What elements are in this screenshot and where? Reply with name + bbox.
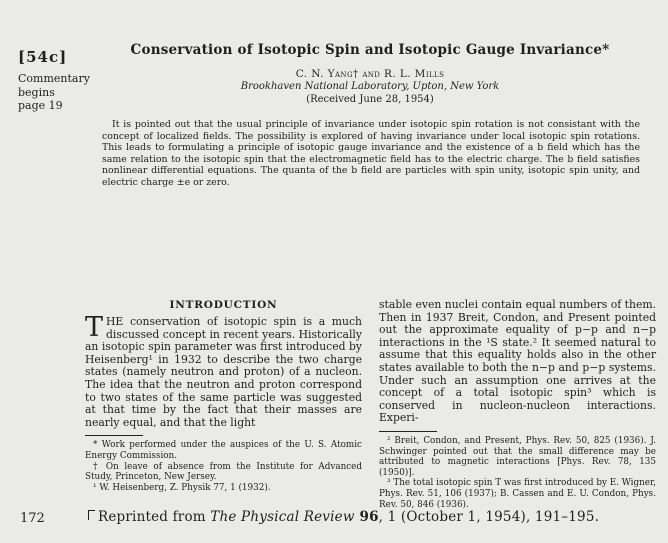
footnote-rule <box>85 435 143 436</box>
commentary-note-line: page 19 <box>18 99 63 112</box>
received-date: (Received June 28, 1954) <box>306 94 434 105</box>
reprint-citation <box>88 509 599 525</box>
footnote: ² Breit, Condon, and Present, Phys. Rev. 50, 825 (1936). J. Schwinger pointed out that the small difference may be attributed to magnetic interactions [Phys. Rev. 78, 135 (1950)]. <box>379 435 656 478</box>
reprint-issue-pages: , 1 (October 1, 1954), 191–195. <box>378 509 600 525</box>
left-column <box>85 299 362 510</box>
right-column-paragraph <box>379 299 656 425</box>
journal-name: The Physical Review <box>210 509 355 525</box>
journal-volume: 96 <box>354 509 379 525</box>
footnote: * Work performed under the auspices of the U. S. Atomic Energy Commission. <box>85 440 362 461</box>
footnote-rule <box>379 431 437 432</box>
footnote: ³ The total isotopic spin T was first introduced by E. Wigner, Phys. Rev. 51, 106 (1937); B. Cassen and E. U. Condon, Phys. Rev. 50, 846 (1936). <box>379 478 656 510</box>
page-number: 172 <box>20 511 45 526</box>
footnotes-right <box>379 436 656 510</box>
paper-item-label: [54c] <box>18 48 68 66</box>
abstract-text: It is pointed out that the usual principle of invariance under isotopic spin rotation is not consistant with the concept of localized fields. The possibility is explored of having invariance under local isotopic spin rotations. This leads to formulating a principle of isotopic gauge invariance and the existence of a b field which has the same relation to the isotopic spin that the electromagnetic field has to the electric charge. The b field satisfies nonlinear differential equations. The quanta of the b field are particles with spin unity, isotopic spin unity, and electric charge ±e or zero. <box>102 119 640 188</box>
reprint-prefix: Reprinted from <box>98 509 211 525</box>
commentary-note-line: Commentary <box>18 72 90 85</box>
right-column-text: stable even nuclei contain equal numbers of them. Then in 1937 Breit, Condon, and Present pointed out the approximate equality of p−p and n−p interactions in the ¹S state.² It seemed natural to assume that this equality holds also in the other states available to both the n−p and p−p systems. Under such an assumption one arrives at the concept of a total isotopic spin³ which is conserved in nucleon-nucleon interactions. Experi- <box>379 298 657 425</box>
footnote: ¹ W. Heisenberg, Z. Physik 77, 1 (1932). <box>93 482 271 493</box>
commentary-note-line: begins <box>18 85 55 99</box>
footnotes-left <box>85 440 362 493</box>
paper-header <box>85 42 655 189</box>
left-column-text: HE conservation of isotopic spin is a much discussed concept in recent years. Historically an isotopic spin parameter was first introduced by Heisenberg¹ in 1932 to describe the two charge states (namely neutron and proton) of a nucleon. The idea that the neutron and proton correspond to two states of the same particle was suggested at that time by the fact that their masses are nearly equal, and that the light <box>85 315 362 429</box>
two-column-body <box>85 299 657 510</box>
paper-authors: C. N. Yang† and R. L. Mills <box>295 68 445 80</box>
paper-abstract <box>102 119 640 189</box>
paper-title: Conservation of Isotopic Spin and Isotopic Gauge Invariance* <box>130 42 610 58</box>
corner-bracket-icon <box>88 510 95 520</box>
right-column <box>379 299 656 510</box>
margin-annotations <box>18 48 88 113</box>
left-column-paragraph <box>85 312 362 429</box>
footnote: † On leave of absence from the Institute for Advanced Study, Princeton, New Jersey. <box>85 461 362 483</box>
section-heading-introduction: INTRODUCTION <box>169 299 278 311</box>
commentary-note <box>18 72 88 113</box>
dropcap-letter: T <box>85 312 104 343</box>
paper-affiliation: Brookhaven National Laboratory, Upton, New York <box>240 81 500 92</box>
